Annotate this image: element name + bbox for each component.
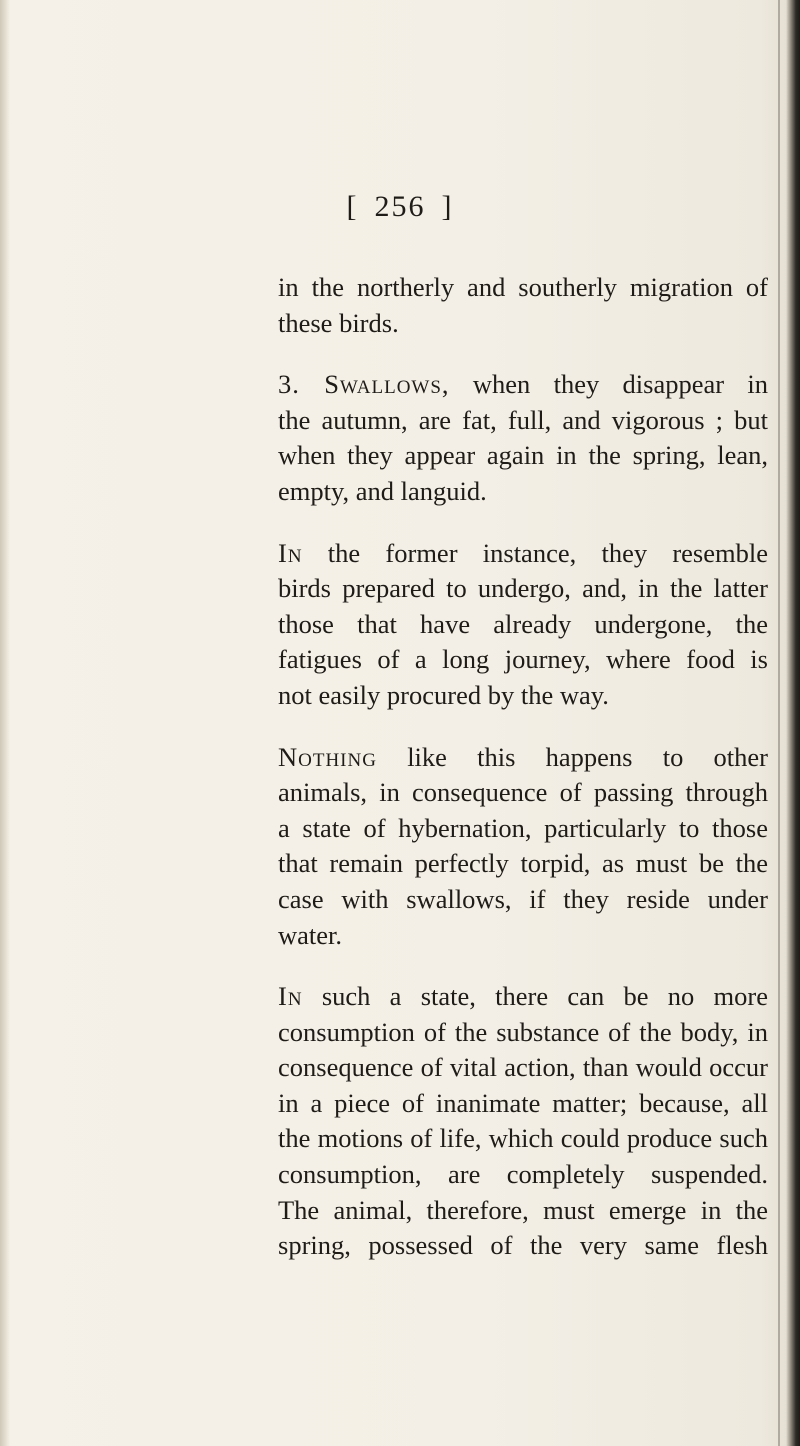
paragraph xyxy=(278,270,768,341)
paragraph xyxy=(278,979,768,1264)
paragraph xyxy=(278,367,768,509)
text-line: the autumn, are fat, full, and vigorous ; but xyxy=(278,404,768,435)
line-rest: like this happens to other xyxy=(376,741,768,772)
text-line: spring, possessed of the very same flesh xyxy=(278,1230,768,1261)
text-line: empty, and languid. xyxy=(278,475,487,506)
paragraph xyxy=(278,740,768,954)
line-rest: such a state, there can be no more xyxy=(302,981,768,1012)
text-line xyxy=(278,536,768,572)
text-line: birds prepared to undergo, and, in the latter xyxy=(278,573,768,604)
text-line: case with swallows, if they reside under xyxy=(278,883,768,914)
text-line: that remain perfectly torpid, as must be the xyxy=(278,848,768,879)
bracket-close: ] xyxy=(441,190,454,223)
lead-word: 3. Swallows, xyxy=(278,369,450,400)
text-line: fatigues of a long journey, where food is xyxy=(278,644,768,675)
text-line: when they appear again in the spring, lean, xyxy=(278,440,768,471)
text-line: The animal, therefore, must emerge in the xyxy=(278,1194,768,1225)
text-line: water. xyxy=(278,919,343,950)
text-line xyxy=(278,367,768,403)
page-header xyxy=(0,190,800,224)
text-line: these birds. xyxy=(278,307,399,338)
text-line: consumption of the substance of the body, in xyxy=(278,1016,768,1047)
bracket-open: [ xyxy=(346,190,359,223)
text-line: not easily procured by the way. xyxy=(278,679,609,710)
paragraph xyxy=(278,536,768,714)
body-text xyxy=(278,270,768,1264)
text-line xyxy=(278,740,768,776)
text-line xyxy=(278,979,768,1015)
text-line: in the northerly and southerly migration of xyxy=(278,272,768,302)
page-number: 256 xyxy=(374,190,426,223)
line-rest: when they disappear in xyxy=(449,369,768,400)
lead-word: In xyxy=(278,981,303,1012)
text-line: animals, in consequence of passing through xyxy=(278,777,768,808)
text-line: consequence of vital action, than would occur xyxy=(278,1052,768,1083)
text-line: in a piece of inanimate matter; because, all xyxy=(278,1087,768,1118)
lead-word: Nothing xyxy=(278,741,377,772)
text-line: those that have already undergone, the xyxy=(278,608,768,639)
line-rest: the former instance, they resemble xyxy=(302,537,768,568)
text-line: consumption, are completely suspended. xyxy=(278,1159,768,1190)
text-line: a state of hybernation, particularly to those xyxy=(278,812,768,843)
lead-word: In xyxy=(278,537,303,568)
text-line: the motions of life, which could produce such xyxy=(278,1123,768,1154)
